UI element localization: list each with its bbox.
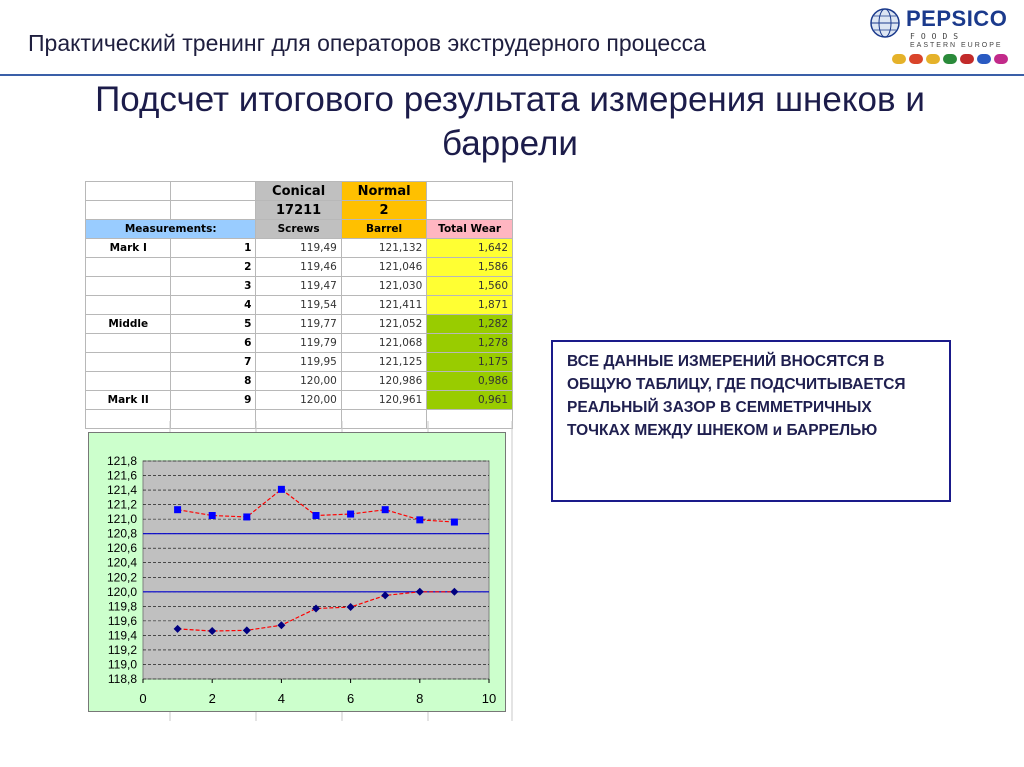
data-point — [209, 512, 216, 519]
y-tick-label: 119,0 — [107, 657, 137, 672]
table-row — [86, 372, 513, 391]
table-header: Screws — [256, 220, 341, 239]
brand-icon — [892, 54, 906, 64]
y-tick-label: 121,4 — [106, 483, 137, 498]
barrel-value: 121,068 — [341, 334, 426, 353]
data-point — [313, 512, 320, 519]
y-tick-label: 120,2 — [106, 570, 137, 585]
x-tick-label: 10 — [481, 691, 497, 706]
wear-value: 1,586 — [427, 258, 513, 277]
table-row — [86, 258, 513, 277]
barrel-value: 120,961 — [341, 391, 426, 410]
note-text: ВСЕ ДАННЫЕ ИЗМЕРЕНИЙ ВНОСЯТСЯ В ОБЩУЮ ТАБЛИЦУ, ГДЕ ПОДСЧИТЫВАЕТСЯ РЕАЛЬНЫЙ ЗАЗОР В СЕММЕТРИЧНЫХ ТОЧКАХ МЕЖДУ ШНЕКОМ и БАРРЕЛЬЮ — [567, 353, 906, 439]
screw-value: 119,77 — [256, 315, 341, 334]
table-row — [86, 296, 513, 315]
table-row — [86, 239, 513, 258]
screw-value: 119,95 — [256, 353, 341, 372]
screw-value: 120,00 — [256, 372, 341, 391]
note-box — [551, 340, 951, 502]
y-tick-label: 120,4 — [106, 555, 137, 570]
logo-sub2: EASTERN EUROPE — [910, 42, 1003, 49]
row-label: Mark II — [86, 391, 171, 410]
header-title: Практический тренинг для операторов экструдерного процесса — [28, 30, 706, 56]
barrel-value: 121,125 — [341, 353, 426, 372]
table-header: Total Wear — [427, 220, 513, 239]
row-number: 4 — [171, 296, 256, 315]
data-point — [278, 486, 285, 493]
data-point — [243, 513, 250, 520]
wear-value: 1,282 — [427, 315, 513, 334]
slide-title: Подсчет итогового результата измерения шнеков и баррели — [95, 80, 925, 163]
brand-icon — [960, 54, 974, 64]
barrel-value: 121,052 — [341, 315, 426, 334]
wear-value: 1,871 — [427, 296, 513, 315]
table-header-row — [86, 220, 513, 239]
row-number: 3 — [171, 277, 256, 296]
table-row — [86, 353, 513, 372]
header-divider — [0, 74, 1024, 76]
data-point — [174, 506, 181, 513]
y-tick-label: 121,6 — [106, 468, 137, 483]
x-tick-label: 8 — [416, 691, 424, 706]
row-number: 2 — [171, 258, 256, 277]
row-label — [86, 334, 171, 353]
brand-icons — [892, 54, 1012, 66]
y-tick-label: 120,8 — [106, 526, 137, 541]
row-label: Mark I — [86, 239, 171, 258]
table-row — [86, 391, 513, 410]
y-tick-label: 119,8 — [107, 599, 137, 614]
pepsico-logo — [866, 4, 1018, 70]
table-cell: Normal — [341, 182, 426, 201]
brand-icon — [926, 54, 940, 64]
y-tick-label: 119,4 — [107, 628, 137, 643]
y-tick-label: 121,0 — [106, 512, 137, 527]
table-cell: Conical — [256, 182, 341, 201]
screw-value: 119,79 — [256, 334, 341, 353]
y-tick-label: 120,6 — [106, 541, 137, 556]
brand-icon — [909, 54, 923, 64]
y-tick-label: 120,0 — [106, 584, 137, 599]
x-tick-label: 2 — [208, 691, 216, 706]
data-point — [451, 519, 458, 526]
table-cell: 17211 — [256, 201, 341, 220]
wear-value: 0,986 — [427, 372, 513, 391]
y-tick-label: 121,8 — [106, 454, 137, 468]
row-number: 6 — [171, 334, 256, 353]
logo-brand: PEPSICO — [906, 6, 1008, 31]
table-row — [86, 334, 513, 353]
wear-value: 1,560 — [427, 277, 513, 296]
row-label — [86, 296, 171, 315]
row-label — [86, 372, 171, 391]
x-tick-label: 6 — [346, 691, 355, 706]
brand-icon — [977, 54, 991, 64]
barrel-value: 121,411 — [341, 296, 426, 315]
measurement-table — [85, 181, 513, 429]
wear-value: 1,642 — [427, 239, 513, 258]
table-header: Barrel — [341, 220, 426, 239]
brand-icon — [943, 54, 957, 64]
wear-value: 1,175 — [427, 353, 513, 372]
y-tick-label: 119,2 — [107, 642, 137, 657]
barrel-value: 120,986 — [341, 372, 426, 391]
screw-value: 120,00 — [256, 391, 341, 410]
brand-icon — [994, 54, 1008, 64]
table-row — [86, 410, 513, 429]
table-row — [86, 182, 513, 201]
y-tick-label: 119,6 — [107, 613, 137, 628]
table-header: Measurements: — [86, 220, 256, 239]
row-label — [86, 353, 171, 372]
row-label — [86, 258, 171, 277]
plot-area — [143, 461, 489, 679]
data-point — [382, 506, 389, 513]
wear-value: 0,961 — [427, 391, 513, 410]
barrel-value: 121,046 — [341, 258, 426, 277]
row-number: 8 — [171, 372, 256, 391]
row-label: Middle — [86, 315, 171, 334]
row-number: 5 — [171, 315, 256, 334]
y-tick-label: 118,8 — [107, 672, 137, 686]
row-number: 9 — [171, 391, 256, 410]
globe-icon — [868, 6, 902, 40]
row-label — [86, 277, 171, 296]
x-tick-label: 0 — [139, 691, 147, 706]
chart-area — [88, 432, 506, 712]
table-row — [86, 201, 513, 220]
table-cell: 2 — [341, 201, 426, 220]
screw-value: 119,46 — [256, 258, 341, 277]
screw-value: 119,49 — [256, 239, 341, 258]
barrel-value: 121,030 — [341, 277, 426, 296]
row-number: 1 — [171, 239, 256, 258]
screw-value: 119,54 — [256, 296, 341, 315]
data-point — [347, 511, 354, 518]
logo-sub1: FOODS — [910, 32, 965, 41]
wear-value: 1,278 — [427, 334, 513, 353]
wear-chart — [89, 433, 505, 711]
data-point — [416, 516, 423, 523]
y-tick-label: 121,2 — [106, 497, 137, 512]
screw-value: 119,47 — [256, 277, 341, 296]
table-row — [86, 315, 513, 334]
barrel-value: 121,132 — [341, 239, 426, 258]
table-row — [86, 277, 513, 296]
x-tick-label: 4 — [277, 691, 286, 706]
row-number: 7 — [171, 353, 256, 372]
